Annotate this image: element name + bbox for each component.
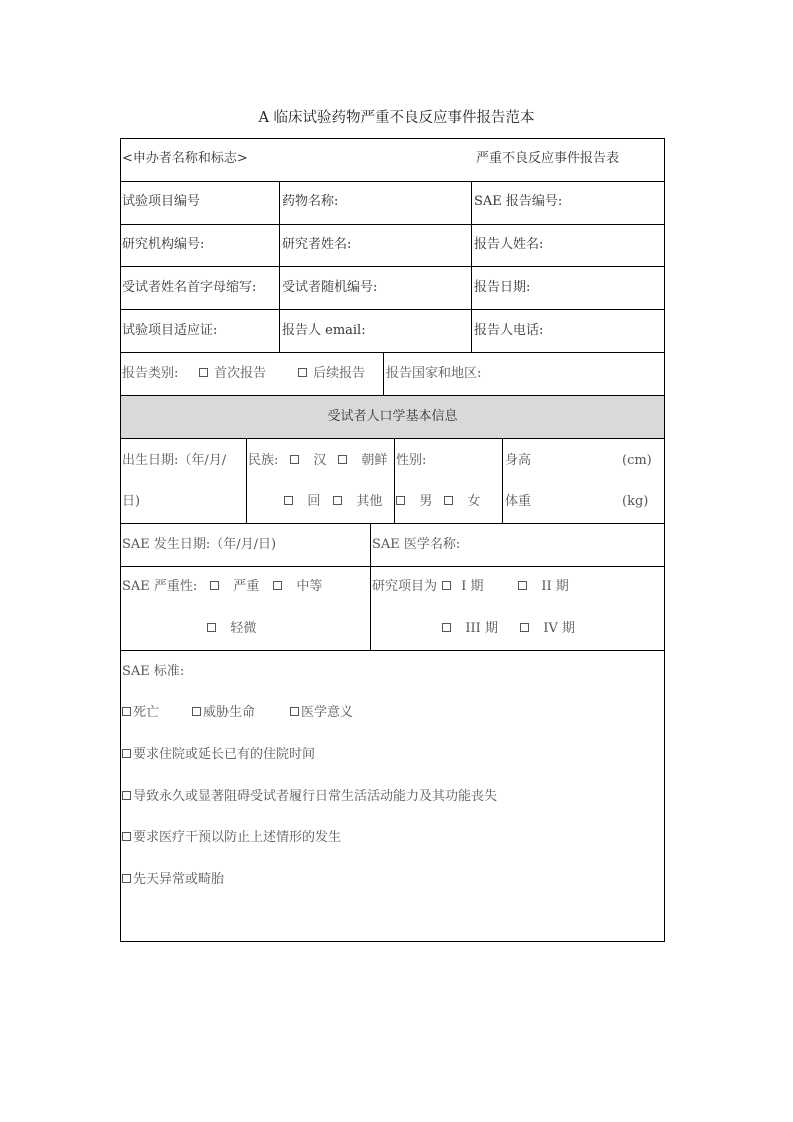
criterion-disability-label: 导致永久或显著阻碍受试者履行日常生活活动能力及其功能丧失 [133, 789, 498, 804]
col-divider [383, 352, 384, 395]
criterion-hospital-label: 要求住院或延长已有的住院时间 [133, 747, 316, 762]
criterion-hospital [122, 747, 315, 763]
sex-female-label: 女 [467, 494, 481, 509]
checkbox-icon [396, 496, 405, 505]
sex-label: 性别: [396, 453, 427, 468]
checkbox-icon [284, 496, 293, 505]
ethnicity-other-label: 其他 [356, 494, 383, 509]
phase-3-label: III 期 [465, 621, 498, 636]
indication-label: 试验项目适应证: [122, 323, 218, 338]
phase-4-option [520, 621, 575, 637]
row-divider [120, 224, 665, 225]
ethnicity-other-option [333, 494, 382, 510]
reporter-phone-label: 报告人电话: [474, 323, 544, 338]
ethnicity-hui-option [284, 494, 320, 510]
birth-date-label: 出生日期:（年/月/ [122, 453, 227, 468]
criterion-disability [122, 789, 497, 805]
report-date-label: 报告日期: [474, 280, 531, 295]
form-name-label: 严重不良反应事件报告表 [476, 151, 620, 166]
row-divider [120, 395, 665, 396]
checkbox-icon [298, 368, 307, 377]
row-divider [120, 650, 665, 651]
phase-2-option [518, 579, 569, 595]
report-type-followup-option [298, 366, 365, 382]
checkbox-icon [122, 832, 131, 841]
drug-name-label: 药物名称: [282, 194, 339, 209]
checkbox-icon [290, 707, 299, 716]
col-divider [279, 181, 280, 352]
ethnicity-korean-label: 朝鲜 [361, 453, 388, 468]
document-title: A 临床试验药物严重不良反应事件报告范本 [258, 110, 535, 126]
severity-severe-option [210, 579, 259, 595]
row-divider [120, 181, 665, 182]
criterion-life-threat [192, 705, 255, 721]
severity-mild-option [207, 621, 256, 637]
report-type-label: 报告类别: [122, 366, 179, 381]
checkbox-icon [210, 581, 219, 590]
report-type-initial-option [199, 366, 266, 382]
criterion-medical-sig-label: 医学意义 [301, 705, 354, 720]
col-divider [502, 438, 503, 523]
institution-number-label: 研究机构编号: [122, 237, 205, 252]
checkbox-icon [122, 749, 131, 758]
severity-moderate-option [273, 579, 322, 595]
trial-number-label: 试验项目编号 [122, 194, 201, 209]
demographics-heading: 受试者人口学基本信息 [327, 409, 458, 424]
checkbox-icon [290, 455, 299, 464]
sae-severity-label: SAE 严重性: [122, 579, 198, 594]
checkbox-icon [444, 496, 453, 505]
criterion-intervention-label: 要求医疗干预以防止上述情形的发生 [133, 830, 342, 845]
col-divider [394, 438, 395, 523]
investigator-name-label: 研究者姓名: [282, 237, 352, 252]
criterion-life-threat-label: 威胁生命 [203, 705, 256, 720]
row-divider [120, 352, 665, 353]
sex-female-option [444, 494, 480, 510]
phase-1-label: I 期 [461, 579, 484, 594]
sae-criteria-label: SAE 标准: [122, 664, 185, 679]
sae-report-number-label: SAE 报告编号: [474, 194, 563, 209]
sae-medical-name-label: SAE 医学名称: [372, 537, 461, 552]
ethnicity-label: 民族: [248, 453, 279, 468]
criterion-medical-sig [290, 705, 353, 721]
checkbox-icon [333, 496, 342, 505]
checkbox-icon [520, 623, 529, 632]
report-country-label: 报告国家和地区: [386, 366, 482, 381]
study-phase-label: 研究项目为 [372, 579, 438, 594]
criterion-death [122, 705, 159, 721]
phase-4-label: IV 期 [543, 621, 576, 636]
reporter-email-label: 报告人 email: [282, 323, 366, 338]
weight-unit: (kg) [622, 494, 649, 509]
col-divider [246, 438, 247, 523]
severity-moderate-label: 中等 [296, 579, 323, 594]
checkbox-icon [199, 368, 208, 377]
weight-label: 体重 [505, 494, 532, 509]
height-unit: (cm) [622, 453, 652, 468]
checkbox-icon [442, 581, 451, 590]
checkbox-icon [122, 791, 131, 800]
ethnicity-han-option [290, 453, 326, 469]
ethnicity-han-label: 汉 [313, 453, 327, 468]
checkbox-icon [442, 623, 451, 632]
checkbox-icon [273, 581, 282, 590]
birth-date-label-cont: 日) [122, 494, 141, 509]
sex-male-label: 男 [419, 494, 433, 509]
checkbox-icon [518, 581, 527, 590]
phase-2-label: II 期 [541, 579, 569, 594]
initial-report-label: 首次报告 [214, 366, 267, 381]
row-divider [120, 266, 665, 267]
severity-severe-label: 严重 [233, 579, 260, 594]
sponsor-name-label: <申办者名称和标志> [122, 151, 248, 166]
checkbox-icon [338, 455, 347, 464]
subject-initials-label: 受试者姓名首字母缩写: [122, 280, 257, 295]
followup-report-label: 后续报告 [313, 366, 366, 381]
row-divider [120, 438, 665, 439]
criterion-death-label: 死亡 [133, 705, 160, 720]
ethnicity-korean-option [338, 453, 387, 469]
phase-1-option [442, 579, 484, 595]
row-divider [120, 523, 665, 524]
criterion-congenital [122, 872, 224, 888]
checkbox-icon [122, 874, 131, 883]
row-divider [120, 309, 665, 310]
criterion-congenital-label: 先天异常或畸胎 [133, 872, 225, 887]
sex-male-option [396, 494, 432, 510]
checkbox-icon [122, 707, 131, 716]
height-label: 身高 [505, 453, 532, 468]
checkbox-icon [192, 707, 201, 716]
phase-3-option [442, 621, 498, 637]
col-divider [471, 181, 472, 352]
checkbox-icon [207, 623, 216, 632]
sae-onset-date-label: SAE 发生日期:（年/月/日) [122, 537, 277, 552]
subject-random-number-label: 受试者随机编号: [282, 280, 378, 295]
criterion-intervention [122, 830, 341, 846]
reporter-name-label: 报告人姓名: [474, 237, 544, 252]
row-divider [120, 566, 665, 567]
severity-mild-label: 轻微 [230, 621, 257, 636]
col-divider [370, 523, 371, 650]
ethnicity-hui-label: 回 [307, 494, 321, 509]
